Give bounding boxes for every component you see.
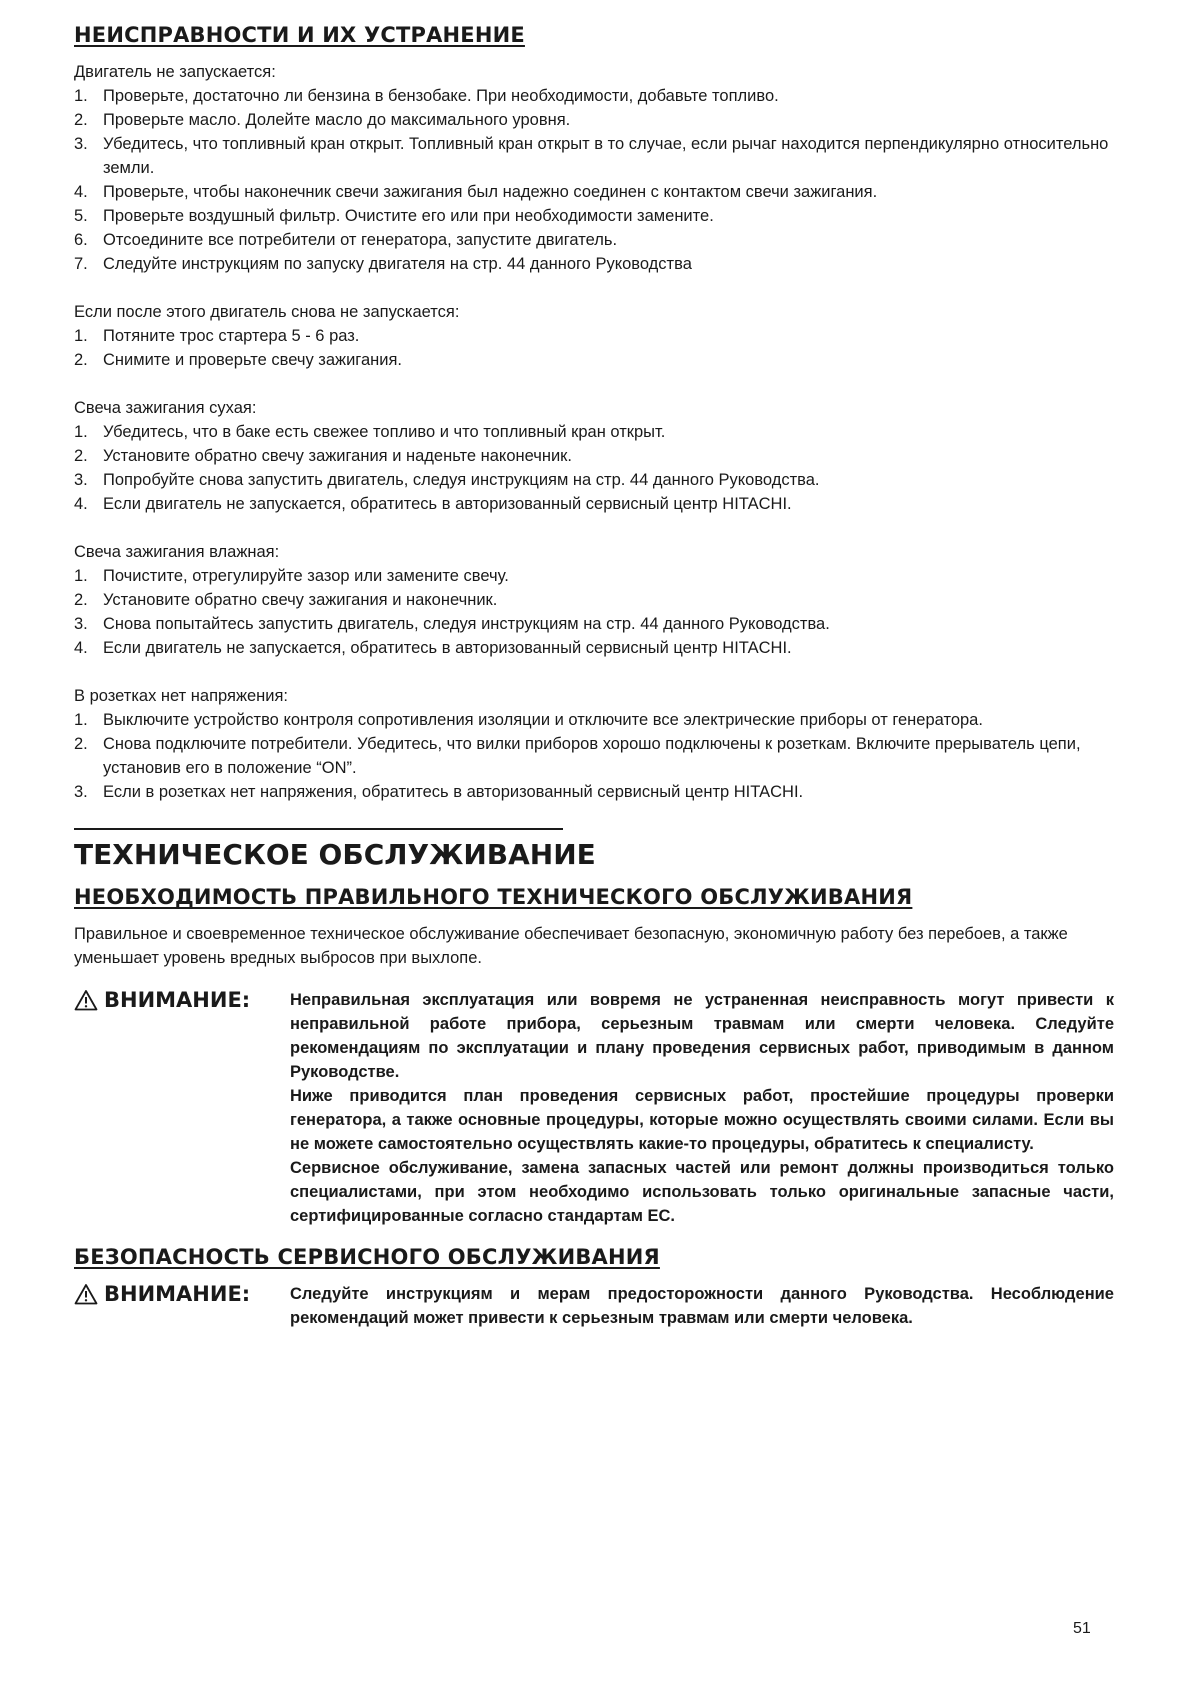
step-number: 3. xyxy=(74,615,88,633)
group-spacer xyxy=(74,372,1114,396)
maintenance-title: ТЕХНИЧЕСКОЕ ОБСЛУЖИВАНИЕ xyxy=(74,838,596,871)
list-item xyxy=(74,564,1114,588)
maintenance-safety-title: БЕЗОПАСНОСТЬ СЕРВИСНОГО ОБСЛУЖИВАНИЯ xyxy=(74,1245,660,1269)
section-rule xyxy=(74,828,563,830)
warning-body xyxy=(290,1282,1114,1330)
step-text: Отсоедините все потребители от генератора, запустите двигатель. xyxy=(103,231,618,249)
step-number: 2. xyxy=(74,111,88,129)
step-number: 1. xyxy=(74,327,88,345)
step-text: Установите обратно свечу зажигания и наконечник. xyxy=(103,591,498,609)
list-item xyxy=(74,420,1114,444)
step-number: 1. xyxy=(74,711,88,729)
page-number: 51 xyxy=(1073,1620,1091,1637)
maintenance-need-paragraph: Правильное и своевременное техническое обслуживание обеспечивает безопасную, экономичную работу без перебоев, а также уменьшает уровень вредных выбросов при выхлопе. xyxy=(74,925,1068,967)
warning-block-safety xyxy=(74,1282,1114,1330)
list-item xyxy=(74,228,1114,252)
step-number: 5. xyxy=(74,207,88,225)
step-text: Убедитесь, что в баке есть свежее топливо и что топливный кран открыт. xyxy=(103,423,666,441)
list-item xyxy=(74,348,1114,372)
group-intro: Двигатель не запускается: xyxy=(74,63,276,81)
step-text: Потяните трос стартера 5 - 6 раз. xyxy=(103,327,360,345)
list-item xyxy=(74,708,1114,732)
step-text: Убедитесь, что топливный кран открыт. Топливный кран открыт в то случае, если рычаг находится перпендикулярно относительно земли. xyxy=(103,135,1109,177)
group-spacer xyxy=(74,516,1114,540)
list-item xyxy=(74,468,1114,492)
step-number: 1. xyxy=(74,87,88,105)
step-text: Снимите и проверьте свечу зажигания. xyxy=(103,351,402,369)
list-item xyxy=(74,108,1114,132)
step-text: Проверьте масло. Долейте масло до максимального уровня. xyxy=(103,111,571,129)
step-number: 7. xyxy=(74,255,88,273)
step-text: Проверьте воздушный фильтр. Очистите его или при необходимости замените. xyxy=(103,207,714,225)
step-number: 3. xyxy=(74,783,88,801)
step-text: Установите обратно свечу зажигания и наденьте наконечник. xyxy=(103,447,572,465)
group-intro: В розетках нет напряжения: xyxy=(74,687,289,705)
troubleshooting-title: НЕИСПРАВНОСТИ И ИХ УСТРАНЕНИЕ xyxy=(74,23,525,47)
warning-paragraph: Сервисное обслуживание, замена запасных частей или ремонт должны производиться только специалистами, при этом необходимо использовать только оригинальные запасные части, сертифицированные согласно стандартам ЕС. xyxy=(290,1159,1114,1225)
step-list xyxy=(74,84,1114,276)
step-text: Если двигатель не запускается, обратитесь в авторизованный сервисный центр HITACHI. xyxy=(103,639,792,657)
group-spacer xyxy=(74,660,1114,684)
group-intro: Свеча зажигания влажная: xyxy=(74,543,280,561)
group-intro: Свеча зажигания сухая: xyxy=(74,399,257,417)
step-number: 1. xyxy=(74,423,88,441)
list-item xyxy=(74,324,1114,348)
step-list xyxy=(74,708,1114,804)
warning-label xyxy=(74,1282,290,1330)
step-text: Если двигатель не запускается, обратитесь в авторизованный сервисный центр HITACHI. xyxy=(103,495,792,513)
step-text: Почистите, отрегулируйте зазор или замените свечу. xyxy=(103,567,509,585)
warning-body xyxy=(290,988,1114,1228)
troubleshooting-groups xyxy=(74,60,1114,804)
warning-label-text: ВНИМАНИЕ: xyxy=(104,1282,251,1306)
step-number: 3. xyxy=(74,135,88,153)
warning-paragraph: Неправильная эксплуатация или вовремя не устраненная неисправность могут привести к неправильной работе прибора, серьезным травмам или смерти человека. Следуйте рекомендациям по эксплуатации и плану проведения сервисных работ, приводимым в данном Руководстве. xyxy=(290,991,1114,1081)
step-number: 2. xyxy=(74,351,88,369)
list-item xyxy=(74,252,1114,276)
maintenance-need-title: НЕОБХОДИМОСТЬ ПРАВИЛЬНОГО ТЕХНИЧЕСКОГО ОБСЛУЖИВАНИЯ xyxy=(74,885,913,909)
step-text: Следуйте инструкциям по запуску двигателя на стр. 44 данного Руководства xyxy=(103,255,692,273)
warning-label xyxy=(74,988,290,1228)
group-intro: Если после этого двигатель снова не запускается: xyxy=(74,303,460,321)
list-item xyxy=(74,492,1114,516)
list-item xyxy=(74,132,1114,180)
step-number: 1. xyxy=(74,567,88,585)
list-item xyxy=(74,84,1114,108)
step-number: 6. xyxy=(74,231,88,249)
step-text: Проверьте, достаточно ли бензина в бензобаке. При необходимости, добавьте топливо. xyxy=(103,87,779,105)
list-item xyxy=(74,204,1114,228)
step-number: 3. xyxy=(74,471,88,489)
list-item xyxy=(74,444,1114,468)
step-number: 2. xyxy=(74,591,88,609)
step-list xyxy=(74,420,1114,516)
list-item xyxy=(74,780,1114,804)
warning-block-need xyxy=(74,988,1114,1228)
list-item xyxy=(74,732,1114,780)
step-text: Если в розетках нет напряжения, обратитесь в авторизованный сервисный центр HITACHI. xyxy=(103,783,804,801)
step-list xyxy=(74,564,1114,660)
list-item xyxy=(74,612,1114,636)
manual-page xyxy=(74,22,1114,1346)
list-item xyxy=(74,588,1114,612)
warning-paragraph: Ниже приводится план проведения сервисных работ, простейшие процедуры проверки генератора, а также основные процедуры, которые можно осуществлять своими силами. Если вы не можете самостоятельно осуществлять какие-то процедуры, обратитесь к специалисту. xyxy=(290,1087,1114,1153)
step-number: 2. xyxy=(74,735,88,753)
step-number: 4. xyxy=(74,183,88,201)
step-number: 2. xyxy=(74,447,88,465)
warning-label-text: ВНИМАНИЕ: xyxy=(104,988,251,1012)
warning-triangle-icon xyxy=(74,1283,98,1305)
warning-triangle-icon xyxy=(74,989,98,1011)
warning-paragraph: Следуйте инструкциям и мерам предосторожности данного Руководства. Несоблюдение рекомендаций может привести к серьезным травмам или смерти человека. xyxy=(290,1285,1114,1327)
step-text: Попробуйте снова запустить двигатель, следуя инструкциям на стр. 44 данного Руководства. xyxy=(103,471,820,489)
step-number: 4. xyxy=(74,639,88,657)
step-text: Проверьте, чтобы наконечник свечи зажигания был надежно соединен с контактом свечи зажигания. xyxy=(103,183,878,201)
list-item xyxy=(74,636,1114,660)
step-number: 4. xyxy=(74,495,88,513)
step-list xyxy=(74,324,1114,372)
step-text: Выключите устройство контроля сопротивления изоляции и отключите все электрические приборы от генератора. xyxy=(103,711,983,729)
list-item xyxy=(74,180,1114,204)
step-text: Снова попытайтесь запустить двигатель, следуя инструкциям на стр. 44 данного Руководства. xyxy=(103,615,830,633)
group-spacer xyxy=(74,276,1114,300)
step-text: Снова подключите потребители. Убедитесь, что вилки приборов хорошо подключены к розеткам. Включите прерыватель цепи, установив его в положение “ON”. xyxy=(103,735,1081,777)
